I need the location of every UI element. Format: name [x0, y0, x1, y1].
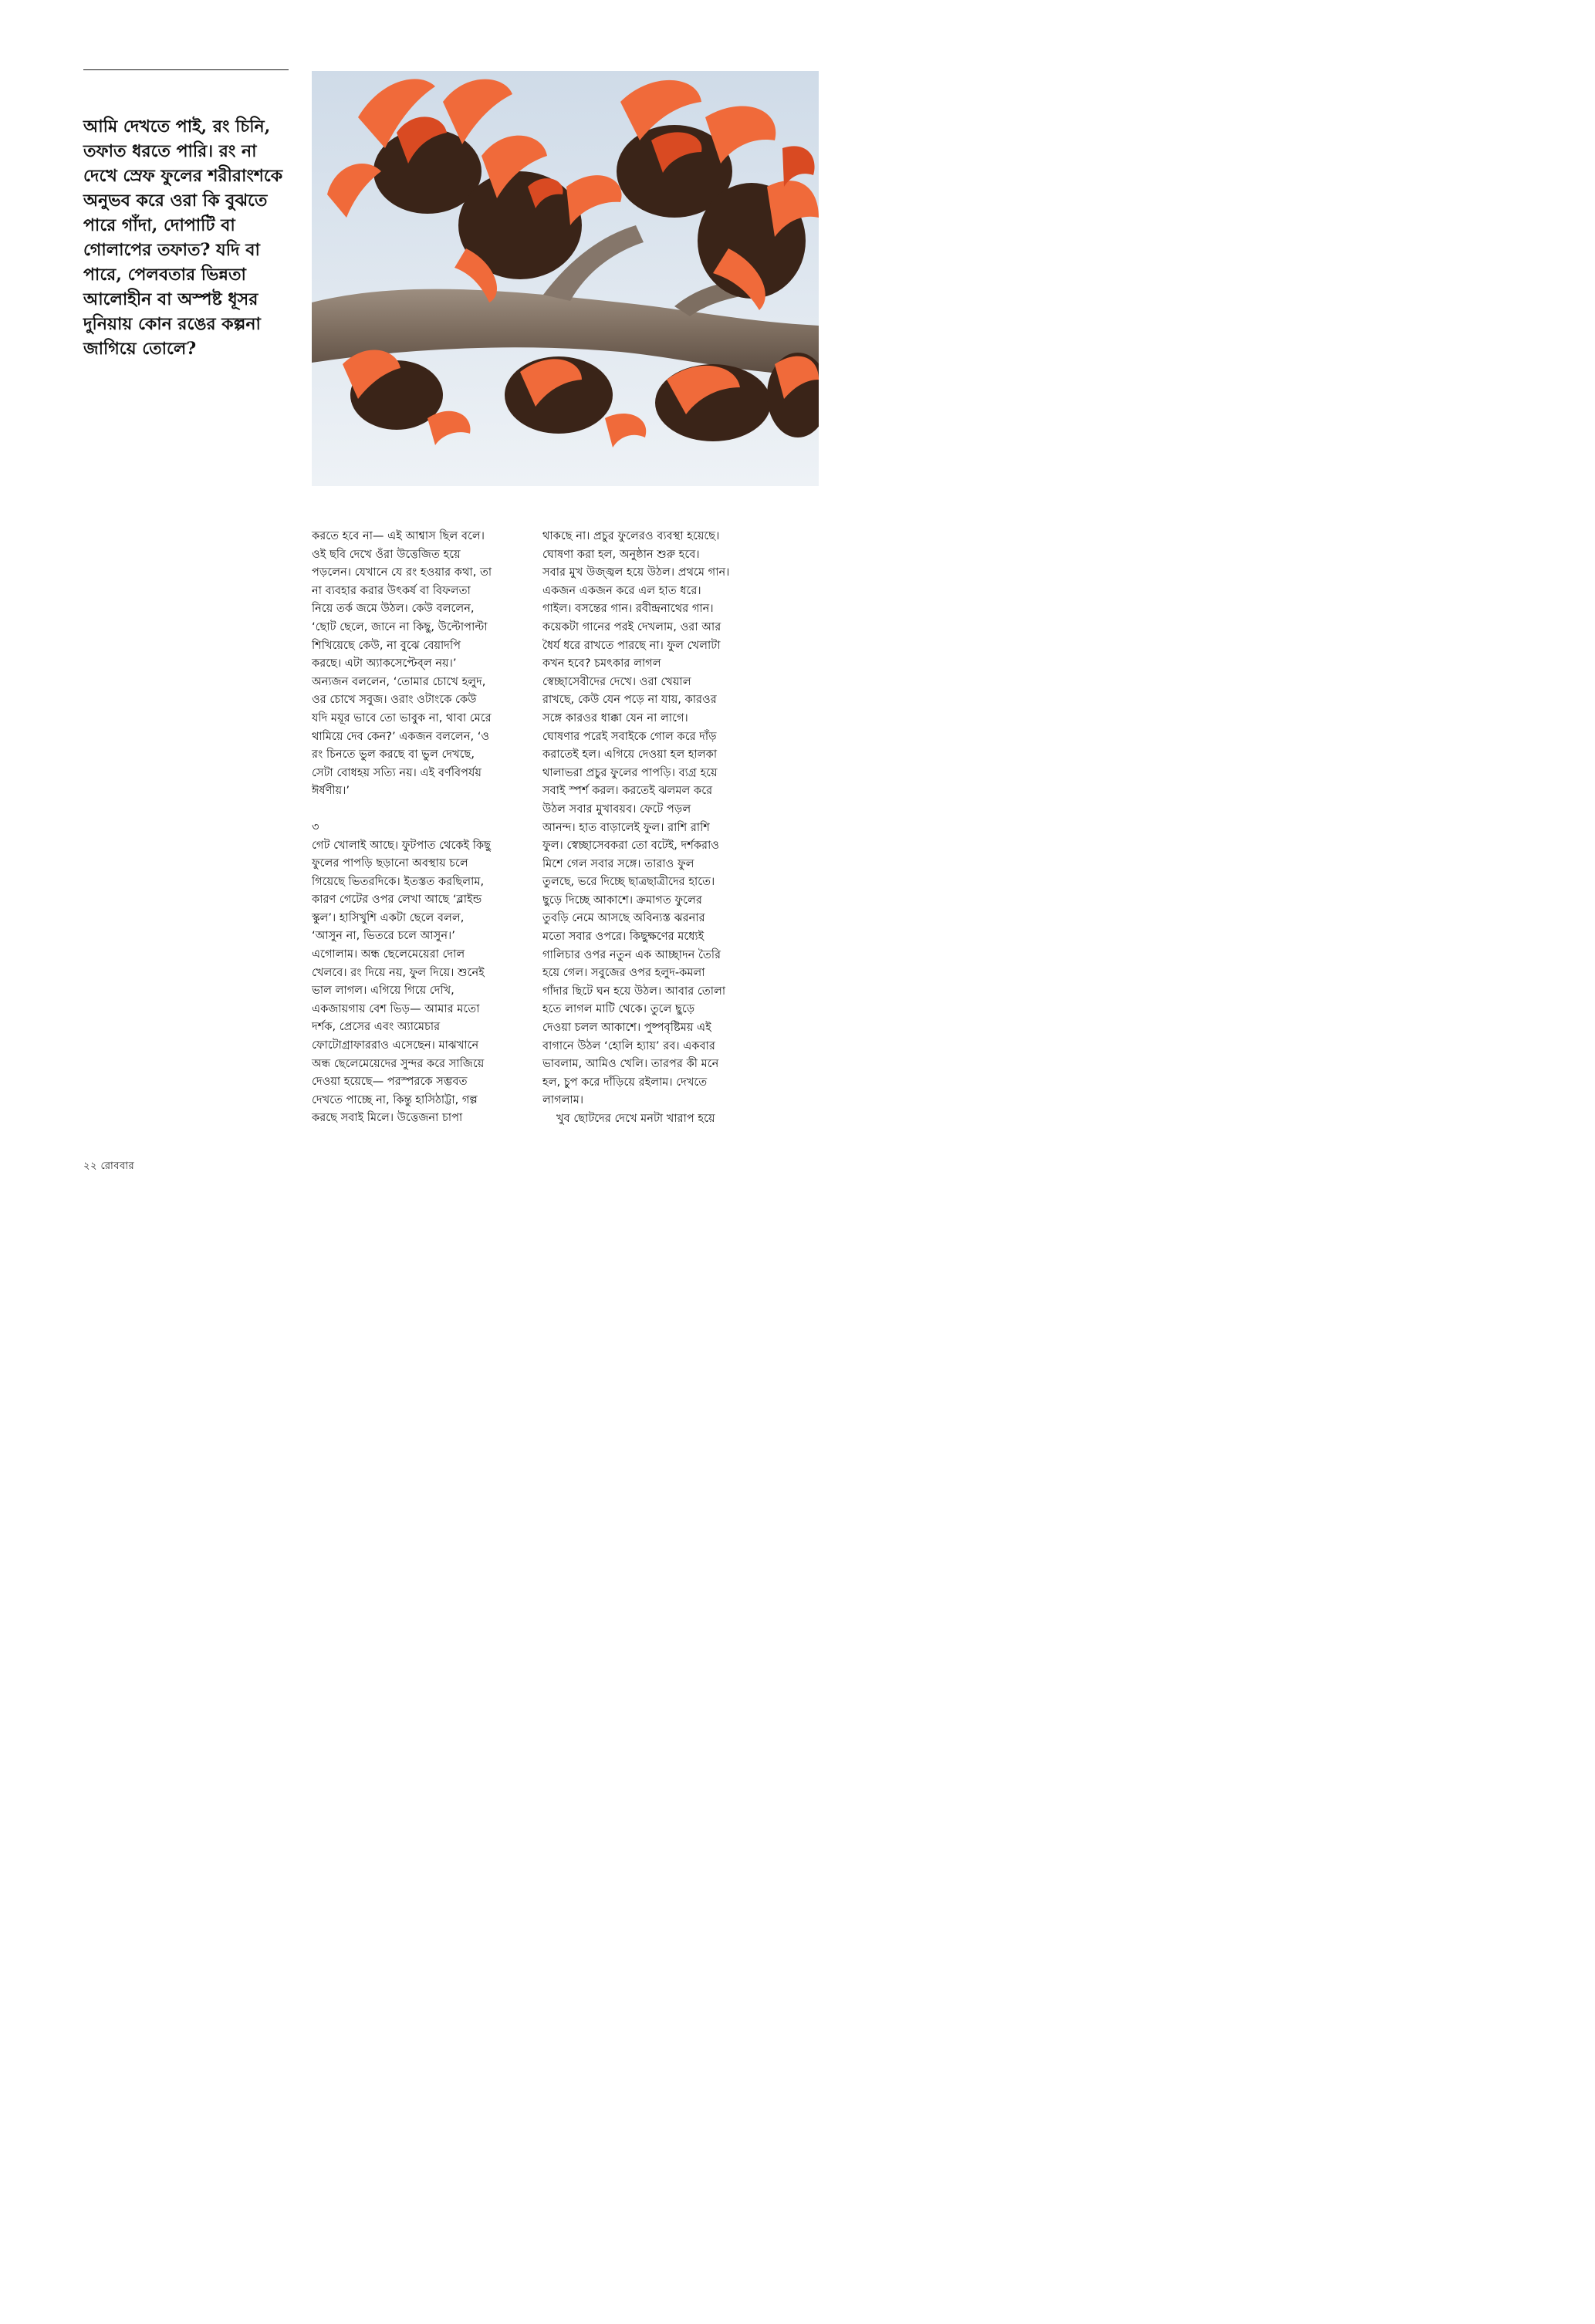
- page-footer: [83, 1159, 134, 1175]
- flame-of-forest-photo: [312, 71, 819, 486]
- body-paragraph: থাকছে না। প্রচুর ফুলেরও ব্যবস্থা হয়েছে। ঘোষণা করা হল, অনুষ্ঠান শুরু হবে। সবার মুখ উজ্জ্বল হয়ে উঠল। প্রথমে গান। একজন একজন করে এল হাত ধরে। গাইল। বসন্তের গান। রবীন্দ্রনাথের গান। কয়েকটা গানের পরই দেখলাম, ওরা আর ধৈর্য ধরে রাখতে পারছে না। ফুল খেলাটা কখন হবে? চমৎকার লাগল স্বেচ্ছাসেবীদের দেখে। ওরা খেয়াল রাখছে, কেউ যেন পড়ে না যায়, কারওর সঙ্গে কারওর ধাক্কা যেন না লাগে। ঘোষণার পরেই সবাইকে গোল করে দাঁড় করাতেই হল। এগিয়ে দেওয়া হল হালকা থালাভরা প্রচুর ফুলের পাপড়ি। ব্যগ্র হয়ে সবাই স্পর্শ করল। করতেই ঝলমল করে উঠল সবার মুখাবয়ব। ফেটে পড়ল আনন্দ। হাত বাড়ালেই ফুল। রাশি রাশি ফুল। স্বেচ্ছাসেবকরা তো বটেই, দর্শকরাও মিশে গেল সবার সঙ্গে। তারাও ফুল তুলছে, ভরে দিচ্ছে ছাত্রছাত্রীদের হাতে। ছুড়ে দিচ্ছে আকাশে। ক্রমাগত ফুলের তুবড়ি নেমে আসছে অবিন্যস্ত ঝরনার মতো সবার ওপরে। কিছুক্ষণের মধ্যেই গালিচার ওপর নতুন এক আচ্ছাদন তৈরি হয়ে গেল। সবুজের ওপর হলুদ-কমলা গাঁদার ছিটে ঘন হয়ে উঠল। আবার তোলা হতে লাগল মাটি থেকে। তুলে ছুড়ে দেওয়া চলল আকাশে। পুষ্পবৃষ্টিময় এই বাগানে উঠল ‘হোলি হ্যায়’ রব। একবার ভাবলাম, আমিও খেলি। তারপর কী মনে হল, চুপ করে দাঁড়িয়ে রইলাম। দেখতে লাগলাম।: [542, 529, 730, 1107]
- pull-quote: আমি দেখতে পাই, রং চিনি, তফাত ধরতে পারি। রং না দেখে স্রেফ ফুলের শরীরাংশকে অনুভব করে ওরা কি বুঝতে পারে গাঁদা, দোপাটি বা গোলাপের তফাত? যদি বা পারে, পেলবতার ভিন্নতা আলোহীন বা অস্পষ্ট ধূসর দুনিয়ায় কোন রঙের কল্পনা জাগিয়ে তোলে?: [83, 117, 283, 359]
- body-paragraph: খুব ছোটদের দেখে মনটা খারাপ হয়ে: [556, 1112, 715, 1125]
- article-column-1: [312, 527, 529, 1127]
- flower-branch-illustration: [312, 71, 819, 486]
- body-paragraph: গেট খোলাই আছে। ফুটপাত থেকেই কিছু ফুলের পাপড়ি ছড়ানো অবস্থায় চলে গিয়েছে ভিতরদিকে। ইতস্তত করছিলাম, কারণ গেটের ওপর লেখা আছে ‘ব্লাইন্ড স্কুল’। হাসিখুশি একটা ছেলে বলল, ‘আসুন না, ভিতরে চলে আসুন।’ এগোলাম। অন্ধ ছেলেমেয়েরা দোল খেলবে। রং দিয়ে নয়, ফুল দিয়ে। শুনেই ভাল লাগল। এগিয়ে গিয়ে দেখি, একজায়গায় বেশ ভিড়— আমার মতো দর্শক, প্রেসের এবং অ্যামেচার ফোটোগ্রাফাররাও এসেছেন। মাঝখানে অন্ধ ছেলেমেয়েদের সুন্দর করে সাজিয়ে দেওয়া হয়েছে— পরস্পরকে সম্ভবত দেখতে পাচ্ছে না, কিন্তু হাসিঠাট্টা, গল্প করছে সবাই মিলে। উত্তেজনা চাপা: [312, 838, 491, 1125]
- article-column-2: [542, 527, 752, 1128]
- section-number: ৩: [312, 819, 319, 833]
- magazine-name: রোববার: [100, 1160, 135, 1172]
- body-paragraph: করতে হবে না— এই আশ্বাস ছিল বলে। ওই ছবি দেখে ওঁরা উত্তেজিত হয়ে পড়লেন। যেখানে যে রং হওয়ার কথা, তা না ব্যবহার করার উৎকর্ষ বা বিফলতা নিয়ে তর্ক জমে উঠল। কেউ বললেন, ‘ছোট ছেলে, জানে না কিছু, উল্টোপাল্টা শিখিয়েছে কেউ, না বুঝে বেয়াদপি করছে। এটা অ্যাকসেপ্টেব্‌ল নয়।’ অন্যজন বললেন, ‘তোমার চোখে হলুদ, ওর চোখে সবুজ। ওরাং ওটাংকে কেউ যদি ময়ূর ভাবে তো ভাবুক না, থাবা মেরে থামিয়ে দেব কেন?’ একজন বললেন, ‘ও রং চিনতে ভুল করছে বা ভুল দেখছে, সেটা বোধহয় সত্যি নয়। এই বর্ণবিপর্যয় ঈর্ষণীয়।’: [312, 529, 492, 798]
- top-rule: [83, 69, 289, 70]
- page-number: ২২: [83, 1160, 97, 1172]
